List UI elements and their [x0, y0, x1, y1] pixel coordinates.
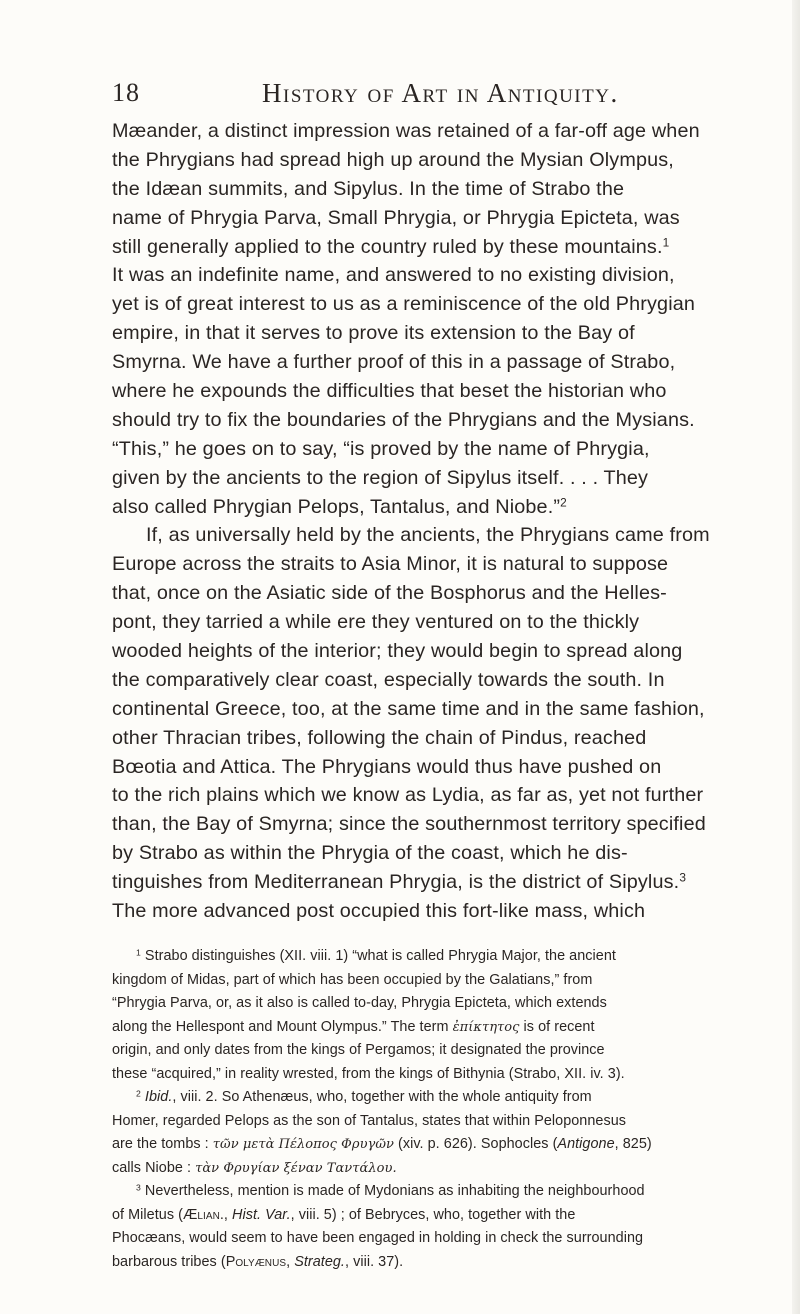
ibid-citation: Ibid. — [144, 1089, 173, 1105]
text-line: that, once on the Asiatic side of the Bosphorus and the Helles- — [112, 582, 667, 605]
footnote-1 — [112, 945, 782, 969]
text-line: the Phrygians had spread high up around the Mysian Olympus, — [112, 148, 674, 171]
text-line-content: tinguishes from Mediterranean Phrygia, is the district of Sipylus. — [112, 871, 680, 894]
text-line: other Thracian tribes, following the chain of Pindus, reached — [112, 726, 647, 749]
greek-quote: τῶν μετὰ Πέλοπος Φρυγῶν — [212, 1137, 394, 1152]
footnotes — [112, 945, 782, 1274]
footnote-text: are the tombs : — [112, 1136, 209, 1152]
footnote-line — [112, 1157, 782, 1181]
footnote-marker: 3 — [136, 1182, 141, 1193]
text-line: It was an indefinite name, and answered to no existing division, — [112, 264, 675, 287]
work-strateg: Strateg. — [294, 1253, 345, 1270]
text-line: name of Phrygia Parva, Small Phrygia, or Phrygia Epicteta, was — [112, 206, 680, 229]
footnote-ref: 1 — [662, 235, 670, 250]
footnote-text: , viii. 37). — [344, 1253, 404, 1270]
footnote-line: origin, and only dates from the kings of Pergamos; it designated the province — [112, 1042, 605, 1058]
footnote-text: , viii. 2. So Athenæus, who, together with the whole antiquity from — [172, 1089, 592, 1105]
footnote-line — [112, 1133, 782, 1157]
footnote-line: kingdom of Midas, part of which has been occupied by the Galatians,” from — [112, 971, 593, 988]
text-line — [112, 493, 782, 522]
text-line-content: still generally applied to the country ruled by these mountains. — [112, 235, 663, 258]
text-line: Bœotia and Attica. The Phrygians would thus have pushed on — [112, 755, 662, 778]
greek-quote: τὰν Φρυγίαν ξέναν Ταντάλου. — [195, 1160, 397, 1176]
footnote-ref: 3 — [679, 870, 687, 885]
footnote-line: “Phrygia Parva, or, as it also is called to-day, Phrygia Epicteta, which extends — [112, 995, 607, 1011]
text-line-content: also called Phrygian Pelops, Tantalus, and Niobe.” — [112, 495, 561, 518]
footnote-text: of Miletus ( — [112, 1206, 183, 1223]
body-text — [112, 117, 782, 926]
footnote-text: (xiv. p. 626). Sophocles ( — [398, 1136, 558, 1152]
text-line — [112, 868, 782, 897]
text-line: Europe across the straits to Asia Minor, it is natural to suppose — [112, 553, 669, 576]
text-line: yet is of great interest to us as a reminiscence of the old Phrygian — [112, 293, 696, 316]
footnote-line — [112, 1016, 782, 1040]
footnote-text: along the Hellespont and Mount Olympus.” The term — [112, 1018, 449, 1035]
running-title: History of Art in Antiquity. — [262, 78, 619, 108]
page-number: 18 — [112, 78, 140, 107]
text-line: continental Greece, too, at the same time and in the same fashion, — [112, 697, 705, 720]
footnote-line: Phocæans, would seem to have been engaged in holding in check the surrounding — [112, 1230, 644, 1246]
work-hist-var: Hist. Var. — [232, 1206, 291, 1223]
footnote-text: , 825) — [614, 1136, 652, 1152]
text-line: “This,” he goes on to say, “is proved by the name of Phrygia, — [112, 437, 650, 460]
footnote-line: of Miletus (Ælian., Hist. Var., viii. 5) ; of Bebryces, who, together with the — [112, 1206, 576, 1223]
text-line: The more advanced post occupied this fort-like mass, which — [112, 900, 646, 923]
text-line: by Strabo as within the Phrygia of the coast, which he dis- — [112, 842, 628, 865]
footnote-text: calls Niobe : — [112, 1159, 192, 1176]
footnote-marker: 1 — [136, 947, 141, 958]
text-line: If, as universally held by the ancients, the Phrygians came from — [146, 524, 710, 547]
footnote-text: Strabo distinguishes (XII. viii. 1) “what is called Phrygia Major, the ancient — [144, 948, 616, 964]
text-line: the Idæan summits, and Sipylus. In the time of Strabo the — [112, 177, 625, 200]
page-edge-shadow — [792, 0, 800, 1314]
footnote-text: barbarous tribes ( — [112, 1253, 226, 1270]
footnote-3 — [112, 1180, 782, 1204]
greek-term: ἐπίκτητος — [452, 1019, 520, 1035]
text-line: the comparatively clear coast, especially towards the south. In — [112, 668, 665, 691]
text-line: pont, they tarried a while ere they ventured on to the thickly — [112, 611, 640, 634]
text-line: given by the ancients to the region of Sipylus itself. . . . They — [112, 466, 649, 489]
author-aelian: Ælian. — [182, 1206, 224, 1223]
text-line: should try to fix the boundaries of the Phrygians and the Mysians. — [112, 408, 695, 431]
footnote-ref: 2 — [560, 495, 567, 510]
page-header — [112, 78, 778, 112]
footnote-2 — [112, 1086, 782, 1110]
footnote-text: Nevertheless, mention is made of Mydonians as inhabiting the neighbourhood — [144, 1183, 645, 1199]
text-line: where he expounds the difficulties that beset the historian who — [112, 380, 667, 403]
antigone-title: Antigone — [557, 1136, 615, 1152]
text-line: empire, in that it serves to prove its extension to the Bay of — [112, 322, 635, 345]
text-line: than, the Bay of Smyrna; since the southernmost territory specified — [112, 813, 706, 836]
text-line: Smyrna. We have a further proof of this in a passage of Strabo, — [112, 351, 676, 374]
text-line: Mæander, a distinct impression was retained of a far-off age when — [112, 120, 700, 142]
text-line: to the rich plains which we know as Lydia, as far as, yet not further — [112, 784, 704, 807]
footnote-line: barbarous tribes (Polyænus, Strateg., viii. 37). — [112, 1253, 404, 1270]
footnote-text: is of recent — [523, 1018, 595, 1035]
footnote-text: , viii. 5) ; of Bebryces, who, together with the — [290, 1206, 576, 1223]
text-line: wooded heights of the interior; they would begin to spread along — [112, 640, 683, 663]
author-polyaenus: Polyænus — [225, 1253, 287, 1270]
text-line — [112, 233, 782, 262]
footnote-line: these “acquired,” in reality wrested, from the kings of Bithynia (Strabo, XII. iv. 3). — [112, 1065, 625, 1082]
footnote-marker: 2 — [136, 1088, 141, 1099]
footnote-line: Homer, regarded Pelops as the son of Tantalus, states that within Peloponnesus — [112, 1112, 627, 1129]
